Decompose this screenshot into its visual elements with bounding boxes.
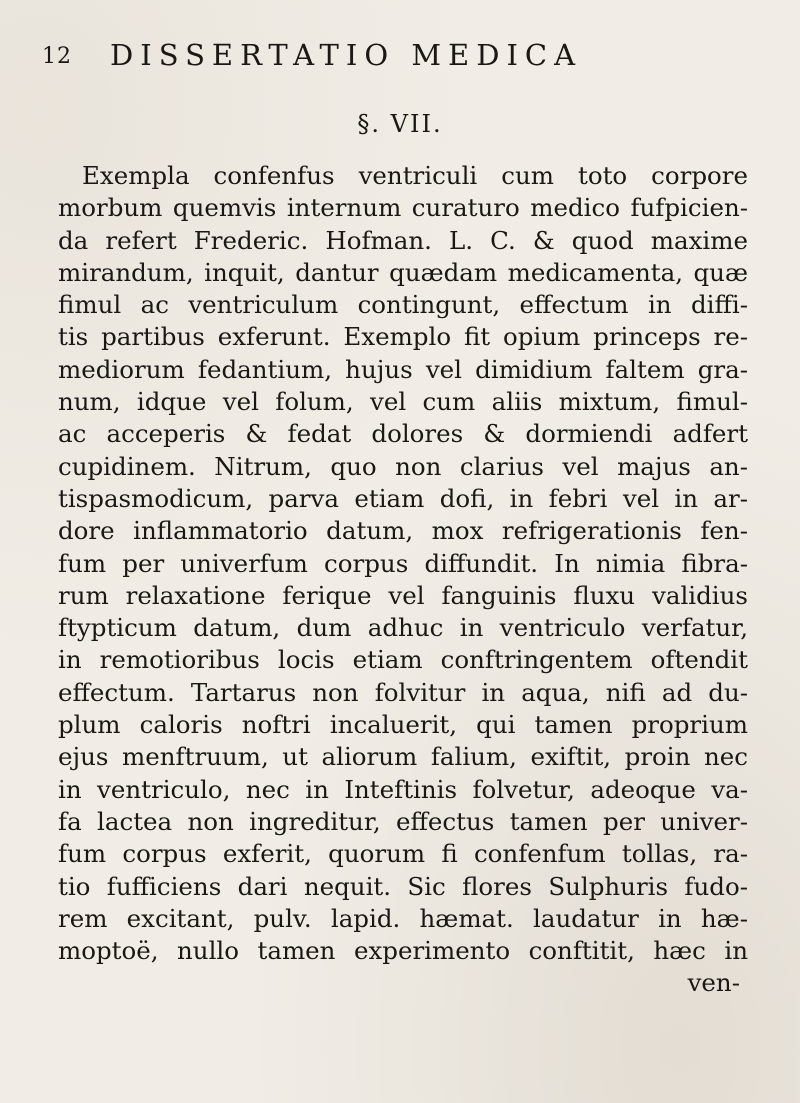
text-line: ac acceperis & fedat dolores & dormiendi adfert: [58, 419, 748, 449]
text-line: rem excitant, pulv. lapid. hæmat. laudatur in hæ-: [58, 903, 748, 933]
text-line: tispasmodicum, parva etiam dofi, in febri vel in ar-: [58, 483, 748, 513]
body-text: [58, 160, 748, 1000]
text-line: in remotioribus locis etiam conftringentem oftendit: [58, 645, 748, 675]
text-line: mediorum fedantium, hujus vel dimidium faltem gra-: [58, 354, 748, 384]
text-line: mirandum, inquit, dantur quædam medicamenta, quæ: [58, 257, 748, 287]
text-line: fa lactea non ingreditur, effectus tamen per univer-: [58, 806, 748, 836]
running-head: [42, 38, 742, 78]
text-line: moptoë, nullo tamen experimento conftitit, hæc in: [58, 936, 748, 966]
text-line: cupidinem. Nitrum, quo non clarius vel majus an-: [58, 451, 748, 481]
text-line: fimul ac ventriculum contingunt, effectum in diffi-: [58, 290, 748, 320]
text-line: dore inflammatorio datum, mox refrigerationis fen-: [58, 516, 748, 546]
text-line: tis partibus exferunt. Exemplo fit opium princeps re-: [58, 322, 748, 352]
text-line: ejus menftruum, ut aliorum falium, exiftit, proin nec: [58, 742, 748, 772]
text-line: da refert Frederic. Hofman. L. C. & quod maxime: [58, 225, 748, 255]
text-line: num, idque vel folum, vel cum aliis mixtum, fimul-: [58, 387, 748, 417]
text-line: effectum. Tartarus non folvitur in aqua, nifi ad du-: [58, 677, 748, 707]
text-line: ftypticum datum, dum adhuc in ventriculo verfatur,: [58, 613, 748, 643]
text-line: in ventriculo, nec in Inteftinis folvetur, adeoque va-: [58, 774, 748, 804]
page-number: 12: [42, 44, 72, 69]
section-heading: §. VII.: [357, 110, 443, 138]
text-line: rum relaxatione ferique vel fanguinis fluxu validius: [58, 580, 748, 610]
text-line: fum corpus exferit, quorum fi confenfum tollas, ra-: [58, 839, 748, 869]
text-line: fum per univerfum corpus diffundit. In nimia fibra-: [58, 548, 748, 578]
running-title: DISSERTATIO MEDICA: [110, 38, 583, 72]
text-line: morbum quemvis internum curaturo medico fufpicien-: [58, 193, 748, 223]
text-line: plum caloris noftri incaluerit, qui tamen proprium: [58, 710, 748, 740]
catchword: ven-: [687, 968, 740, 998]
text-line: Exempla confenfus ventriculi cum toto corpore: [82, 161, 748, 190]
text-line: tio fufficiens dari nequit. Sic flores Sulphuris fudo-: [58, 871, 748, 901]
